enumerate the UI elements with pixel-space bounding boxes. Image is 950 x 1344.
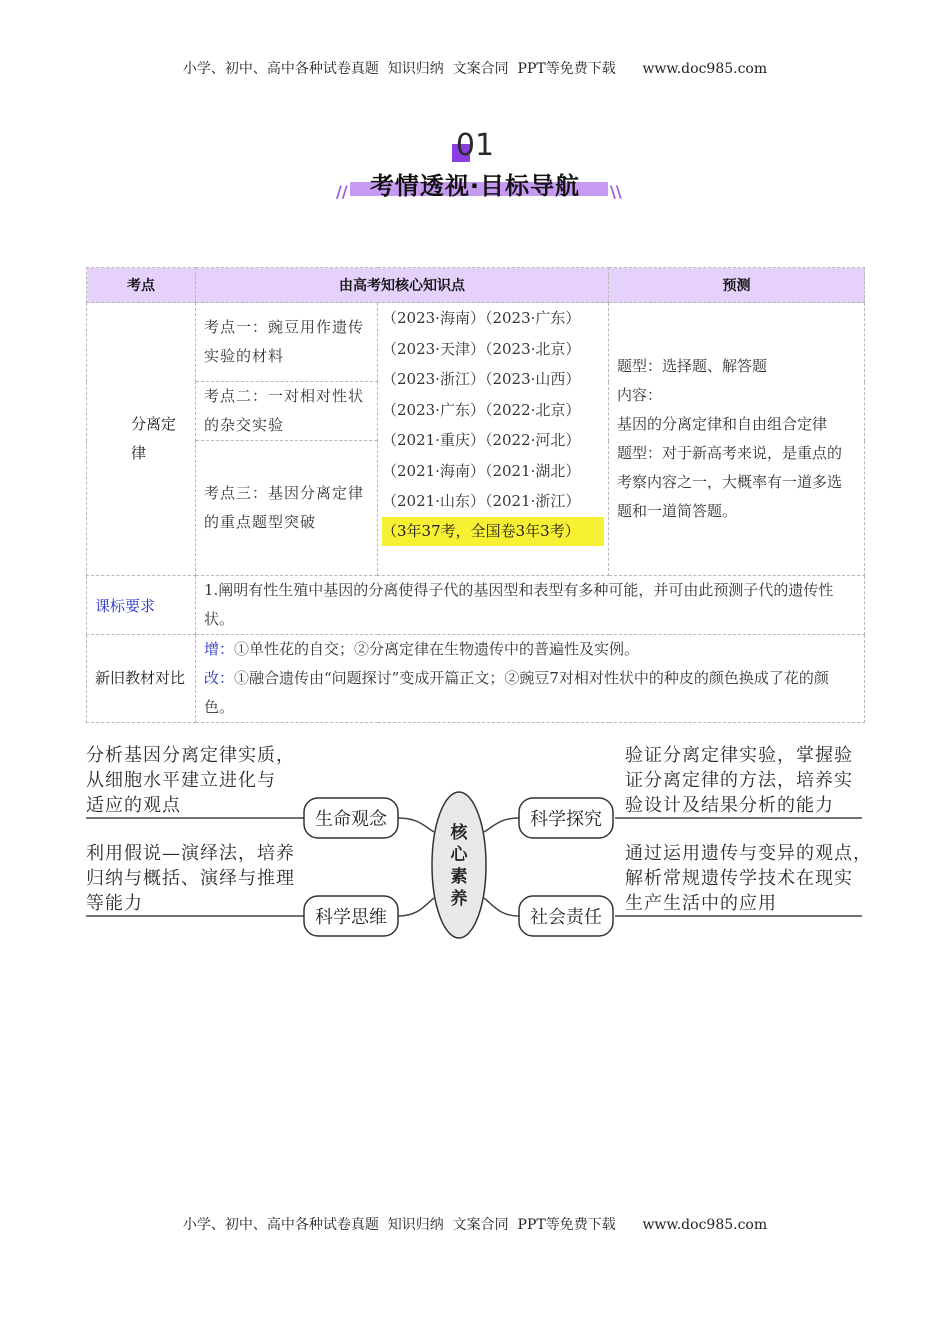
connector-bottom-right xyxy=(484,898,519,916)
exam-row: （2021·重庆）（2022·河北） xyxy=(382,431,581,449)
right-slash-decoration: \\ xyxy=(610,182,622,201)
center-label-char: 养 xyxy=(450,889,468,909)
header-topic: 考点 xyxy=(87,268,196,303)
connector-bottom-left xyxy=(398,898,434,916)
text-bottom-right xyxy=(625,841,872,916)
left-slash-decoration: // xyxy=(336,182,348,201)
curriculum-label: 课标要求 xyxy=(87,576,196,635)
section-number: 01 xyxy=(455,128,495,163)
compare-label: 新旧教材对比 xyxy=(87,635,196,723)
center-label-char: 核 xyxy=(450,823,468,843)
exam-row: （2021·海南）（2021·湖北） xyxy=(382,461,581,480)
compare-add-text: ①单性花的自交；②分离定律在生物遗传中的普遍性及实例。 xyxy=(234,640,640,658)
knowledge-point-2: 考点二：一对相对性状的杂交实验 xyxy=(196,382,378,441)
exam-row: （2023·天津）（2023·北京） xyxy=(382,339,581,358)
text-line: 验设计及结果分析的能力 xyxy=(625,795,834,816)
knowledge-point-1: 考点一：豌豆用作遗传实验的材料 xyxy=(196,303,378,382)
knowledge-point-3: 考点三：基因分离定律的重点题型突破 xyxy=(196,441,378,576)
text-top-left xyxy=(86,743,295,818)
text-line: 利用假说—演绎法，培养 xyxy=(86,843,295,864)
prediction-type-detail: 题型：对于新高考来说，是重点的考察内容之一，大概率有一道多选题和一道简答题。 xyxy=(617,444,843,520)
page-footer: 小学、初中、高中各种试卷真题 知识归纳 文案合同 PPT等免费下载 www.doc985.com xyxy=(182,1217,768,1233)
text-line: 等能力 xyxy=(86,893,143,914)
compare-change-label: 改： xyxy=(204,669,235,687)
text-line: 生产生活中的应用 xyxy=(625,893,777,914)
text-top-right xyxy=(625,743,853,818)
topic-text: 分离定律 xyxy=(131,415,177,462)
connector-top-left xyxy=(398,818,434,832)
node-label-bottom-right: 社会责任 xyxy=(530,907,602,928)
center-label-char: 心 xyxy=(450,845,468,865)
exam-row: （2023·浙江）（2023·山西） xyxy=(382,370,581,388)
text-line: 通过运用遗传与变异的观点， xyxy=(625,843,872,864)
center-label-char: 素 xyxy=(450,867,468,887)
page-header: 小学、初中、高中各种试卷真题 知识归纳 文案合同 PPT等免费下载 www.doc985.com xyxy=(182,61,768,77)
section-title: 考情透视·目标导航 xyxy=(369,172,581,200)
text-line: 验证分离定律实验，掌握验 xyxy=(625,745,853,766)
text-line: 从细胞水平建立进化与 xyxy=(86,770,276,791)
prediction-type: 题型：选择题、解答题 xyxy=(617,357,768,375)
node-label-bottom-left: 科学思维 xyxy=(315,907,387,928)
prediction-content-label: 内容： xyxy=(617,386,663,404)
compare-change-text: ①融合遗传由“问题探讨”变成开篇正文；②豌豆7对相对性状中的种皮的颜色换成了花的颜色。 xyxy=(204,669,829,716)
text-line: 适应的观点 xyxy=(86,795,181,816)
header-knowledge: 由高考知核心知识点 xyxy=(196,268,609,303)
exam-row: （2023·海南）（2023·广东） xyxy=(382,309,581,327)
center-ellipse xyxy=(432,792,486,938)
exam-row: （2021·山东）（2021·浙江） xyxy=(382,492,581,510)
exam-summary-highlight: （3年37考，全国卷3年3考） xyxy=(382,517,604,546)
text-line: 解析常规遗传学技术在现实 xyxy=(625,868,853,889)
text-line: 归纳与概括、演绎与推理 xyxy=(86,868,295,889)
exam-row: （2023·广东）（2022·北京） xyxy=(382,400,581,419)
text-bottom-left xyxy=(86,841,295,916)
text-line: 分析基因分离定律实质， xyxy=(86,745,295,766)
prediction-content: 基因的分离定律和自由组合定律 xyxy=(617,415,828,433)
node-label-top-left: 生命观念 xyxy=(315,809,387,830)
header-prediction: 预测 xyxy=(609,268,865,303)
curriculum-text: 1.阐明有性生殖中基因的分离使得子代的基因型和表型有多种可能，并可由此预测子代的遗传性状。 xyxy=(196,576,865,635)
connector-top-right xyxy=(484,818,519,832)
text-line: 证分离定律的方法，培养实 xyxy=(625,770,853,791)
node-label-top-right: 科学探究 xyxy=(530,809,602,830)
compare-add-label: 增： xyxy=(204,640,235,658)
